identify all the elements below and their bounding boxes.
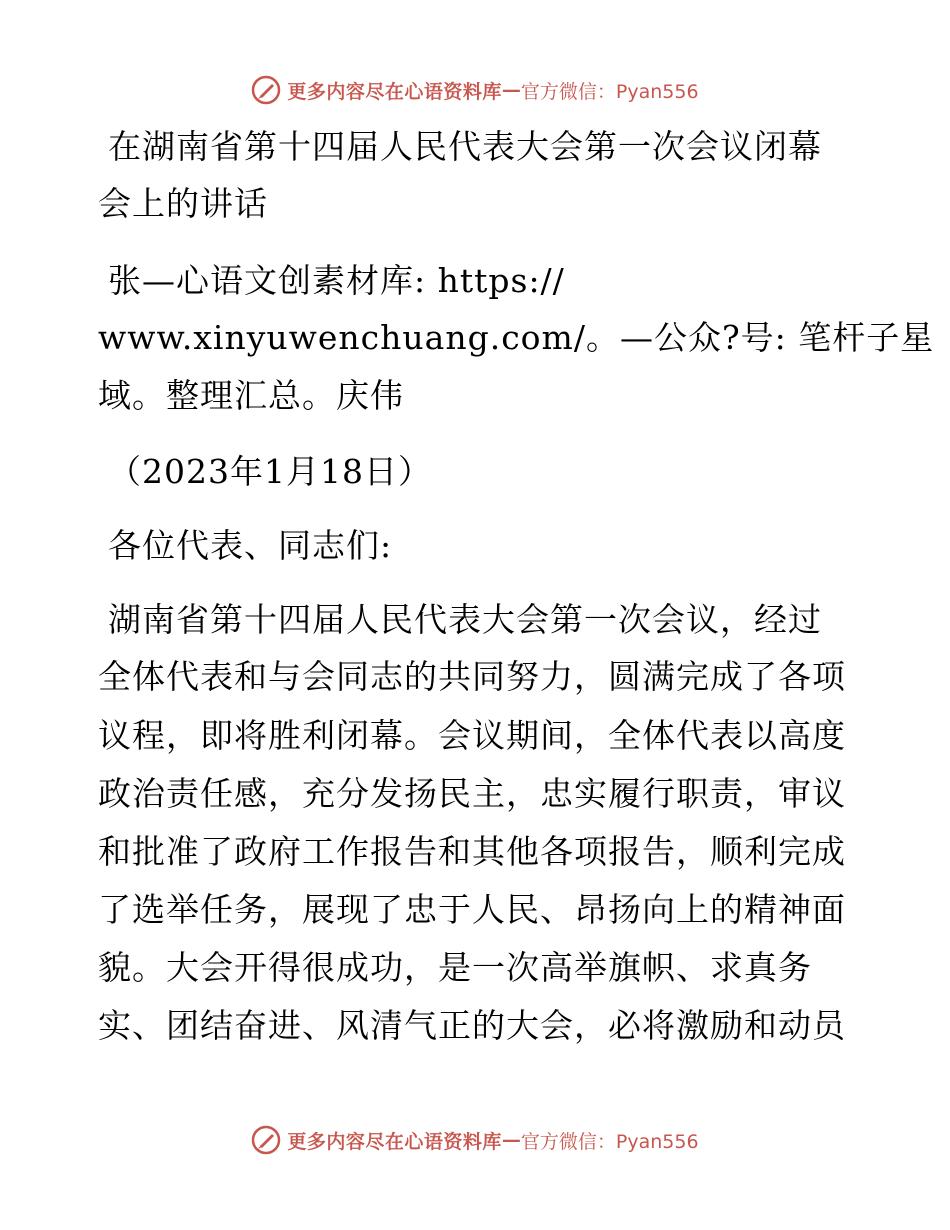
body-line-5: 和批准了政府工作报告和其他各项报告，顺利完成 (98, 832, 846, 871)
footer-watermark (0, 1120, 950, 1160)
title-line-2: 会上的讲话 (98, 184, 268, 223)
greeting-line: 各位代表、同志们: (108, 526, 393, 565)
watermark-main-text: 更多内容尽在心语资料库 (287, 80, 502, 103)
body-line-3: 议程，即将胜利闭幕。会议期间，全体代表以高度 (98, 716, 846, 755)
body-line-8: 实、团结奋进、风清气正的大会，必将激励和动员 (98, 1006, 846, 1045)
body-line-6: 了选举任务，展现了忠于人民、昂扬向上的精神面 (98, 890, 846, 929)
date-line: （2023年1月18日） (108, 452, 432, 491)
body-line-7: 貌。大会开得很成功，是一次高举旗帜、求真务 (98, 948, 812, 987)
body-line-1: 湖南省第十四届人民代表大会第一次会议，经过 (108, 600, 822, 639)
watermark-official-text: 官方微信：Pyan556 (520, 80, 699, 103)
author-line-1: 张—心语文创素材库: https:// (108, 261, 565, 300)
author-line-3: 域。整理汇总。庆伟 (98, 376, 404, 415)
body-line-2: 全体代表和与会同志的共同努力，圆满完成了各项 (98, 657, 846, 696)
watermark-main-text: 更多内容尽在心语资料库 (287, 1130, 502, 1153)
watermark-dash: — (501, 1129, 521, 1151)
title-line-1: 在湖南省第十四届人民代表大会第一次会议闭幕 (108, 127, 822, 166)
header-watermark (0, 70, 950, 110)
watermark-dash: — (501, 79, 521, 101)
quill-logo-icon (251, 75, 281, 105)
author-line-2: www.xinyuwenchuang.com/。—公众?号: 笔杆子星 (98, 318, 935, 357)
body-line-4: 政治责任感，充分发扬民主，忠实履行职责，审议 (98, 774, 846, 813)
watermark-official-text: 官方微信：Pyan556 (520, 1130, 699, 1153)
quill-logo-icon (251, 1125, 281, 1155)
